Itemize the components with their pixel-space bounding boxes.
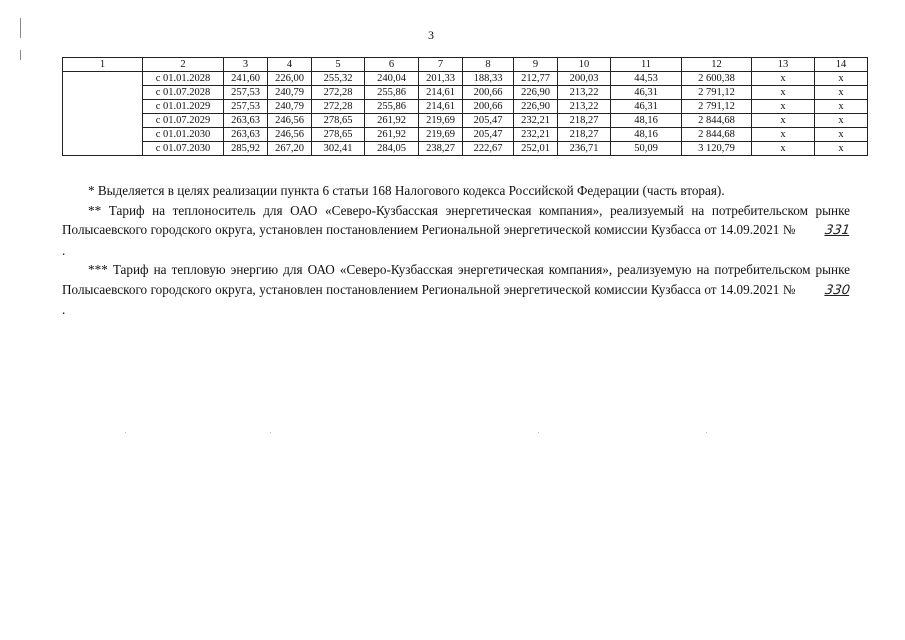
- period-cell: с 01.07.2030: [143, 142, 224, 156]
- footnotes: [62, 181, 850, 320]
- column-number-header: 12: [682, 58, 752, 72]
- period-cell: с 01.07.2028: [143, 86, 224, 100]
- tariff-cell: x: [752, 100, 815, 114]
- tariff-cell: 232,21: [514, 114, 558, 128]
- scan-speck: [706, 432, 707, 433]
- tariff-cell: 46,31: [611, 100, 682, 114]
- merged-empty-cell: [63, 72, 143, 156]
- period-cell: с 01.01.2030: [143, 128, 224, 142]
- column-number-header: 10: [558, 58, 611, 72]
- tariff-cell: 213,22: [558, 86, 611, 100]
- tariff-cell: 2 791,12: [682, 86, 752, 100]
- tariff-cell: 285,92: [224, 142, 268, 156]
- handwritten-number: 330: [824, 282, 852, 298]
- tariff-cell: 246,56: [268, 114, 312, 128]
- column-number-header: 13: [752, 58, 815, 72]
- tariff-cell: 212,77: [514, 72, 558, 86]
- tariff-cell: x: [752, 86, 815, 100]
- table-row: [63, 100, 868, 114]
- column-number-header: 8: [463, 58, 514, 72]
- column-number-header: 9: [514, 58, 558, 72]
- tariff-cell: 222,67: [463, 142, 514, 156]
- tariff-cell: 240,79: [268, 86, 312, 100]
- tariff-cell: 255,86: [365, 86, 419, 100]
- page-number: 3: [428, 28, 434, 42]
- tariff-cell: x: [752, 72, 815, 86]
- tariff-cell: 2 791,12: [682, 100, 752, 114]
- column-number-header: 4: [268, 58, 312, 72]
- footnote-3: *** Тариф на тепловую энергию для ОАО «Северо-Кузбасская энергетическая компания», реализуемую на потребительском рынке Полысаевского городского округа, установлен постановлением Региональной энергетической комиссии Кузбасса от 14.09.2021 № 330.: [62, 262, 852, 317]
- tariff-cell: 238,27: [419, 142, 463, 156]
- tariff-cell: 226,90: [514, 86, 558, 100]
- tariff-cell: 188,33: [463, 72, 514, 86]
- tariff-cell: 261,92: [365, 128, 419, 142]
- tariff-cell: 246,56: [268, 128, 312, 142]
- tariff-cell: 214,61: [419, 86, 463, 100]
- tariff-cell: 232,21: [514, 128, 558, 142]
- tariff-cell: x: [752, 114, 815, 128]
- column-number-header: 11: [611, 58, 682, 72]
- column-number-header: 7: [419, 58, 463, 72]
- tariff-cell: 278,65: [312, 128, 365, 142]
- tariff-cell: x: [815, 100, 868, 114]
- tariff-cell: 201,33: [419, 72, 463, 86]
- column-number-header: 14: [815, 58, 868, 72]
- table-row: [63, 128, 868, 142]
- tariff-cell: x: [752, 128, 815, 142]
- footnote-3-text: *** Тариф на тепловую энергию для ОАО «Северо-Кузбасская энергетическая компания», реализуемую на потребительском рынке Полысаевского городского округа, установлен постановлением Региональной энергетической комиссии Кузбасса от 14.09.2021 №: [62, 262, 850, 297]
- tariff-cell: 219,69: [419, 114, 463, 128]
- column-number-header: 3: [224, 58, 268, 72]
- tariff-cell: 50,09: [611, 142, 682, 156]
- tariff-cell: 263,63: [224, 114, 268, 128]
- tariff-cell: 200,66: [463, 100, 514, 114]
- tariff-cell: 48,16: [611, 128, 682, 142]
- tariff-cell: 255,32: [312, 72, 365, 86]
- tariff-cell: 205,47: [463, 128, 514, 142]
- tariff-cell: 257,53: [224, 100, 268, 114]
- tariff-cell: 2 844,68: [682, 128, 752, 142]
- tariff-cell: 241,60: [224, 72, 268, 86]
- tariff-cell: 44,53: [611, 72, 682, 86]
- column-number-header: 2: [143, 58, 224, 72]
- scan-mark: [20, 50, 21, 60]
- tariff-cell: 255,86: [365, 100, 419, 114]
- handwritten-number: 331: [824, 223, 852, 238]
- tariff-cell: x: [815, 142, 868, 156]
- tariff-cell: 257,53: [224, 86, 268, 100]
- tariff-cell: 252,01: [514, 142, 558, 156]
- tariff-cell: x: [815, 86, 868, 100]
- tariff-cell: 240,79: [268, 100, 312, 114]
- tariff-cell: 278,65: [312, 114, 365, 128]
- tariff-cell: 226,00: [268, 72, 312, 86]
- tariff-cell: 3 120,79: [682, 142, 752, 156]
- footnote-1: * Выделяется в целях реализации пункта 6 статьи 168 Налогового кодекса Российской Федерации (часть вторая).: [88, 183, 725, 198]
- tariff-cell: 48,16: [611, 114, 682, 128]
- tariff-cell: 218,27: [558, 114, 611, 128]
- tariff-cell: 272,28: [312, 86, 365, 100]
- table-header-row: [63, 58, 868, 72]
- tariff-cell: x: [815, 128, 868, 142]
- tariff-cell: 2 844,68: [682, 114, 752, 128]
- scan-speck: [125, 432, 126, 433]
- tariff-cell: 226,90: [514, 100, 558, 114]
- tariff-cell: 284,05: [365, 142, 419, 156]
- tariff-cell: x: [752, 142, 815, 156]
- table-row: [63, 114, 868, 128]
- column-number-header: 6: [365, 58, 419, 72]
- scan-speck: [270, 432, 271, 433]
- tariff-cell: x: [815, 72, 868, 86]
- tariff-cell: 236,71: [558, 142, 611, 156]
- table-row: [63, 86, 868, 100]
- tariff-cell: 302,41: [312, 142, 365, 156]
- tariff-cell: 2 600,38: [682, 72, 752, 86]
- tariff-cell: 214,61: [419, 100, 463, 114]
- tariff-cell: 205,47: [463, 114, 514, 128]
- table-row: [63, 142, 868, 156]
- period-cell: с 01.01.2028: [143, 72, 224, 86]
- column-number-header: 1: [63, 58, 143, 72]
- tariff-cell: 218,27: [558, 128, 611, 142]
- period-cell: с 01.07.2029: [143, 114, 224, 128]
- footnote-2: ** Тариф на теплоноситель для ОАО «Северо-Кузбасская энергетическая компания», реализуемый на потребительском рынке Полысаевского городского округа, установлен постановлением Региональной энергетической комиссии Кузбасса от 14.09.2021 № 331.: [62, 202, 852, 258]
- period-cell: с 01.01.2029: [143, 100, 224, 114]
- tariff-cell: 267,20: [268, 142, 312, 156]
- tariff-cell: x: [815, 114, 868, 128]
- tariff-cell: 200,66: [463, 86, 514, 100]
- tariff-cell: 219,69: [419, 128, 463, 142]
- tariff-cell: 200,03: [558, 72, 611, 86]
- tariff-cell: 261,92: [365, 114, 419, 128]
- tariff-table: [62, 57, 868, 156]
- footnote-2-text: ** Тариф на теплоноситель для ОАО «Северо-Кузбасская энергетическая компания», реализуемый на потребительском рынке Полысаевского городского округа, установлен постановлением Региональной энергетической комиссии Кузбасса от 14.09.2021 №: [62, 202, 850, 237]
- tariff-cell: 263,63: [224, 128, 268, 142]
- column-number-header: 5: [312, 58, 365, 72]
- scan-speck: [538, 432, 539, 433]
- tariff-cell: 272,28: [312, 100, 365, 114]
- tariff-cell: 213,22: [558, 100, 611, 114]
- tariff-cell: 240,04: [365, 72, 419, 86]
- table-row: [63, 72, 868, 86]
- tariff-cell: 46,31: [611, 86, 682, 100]
